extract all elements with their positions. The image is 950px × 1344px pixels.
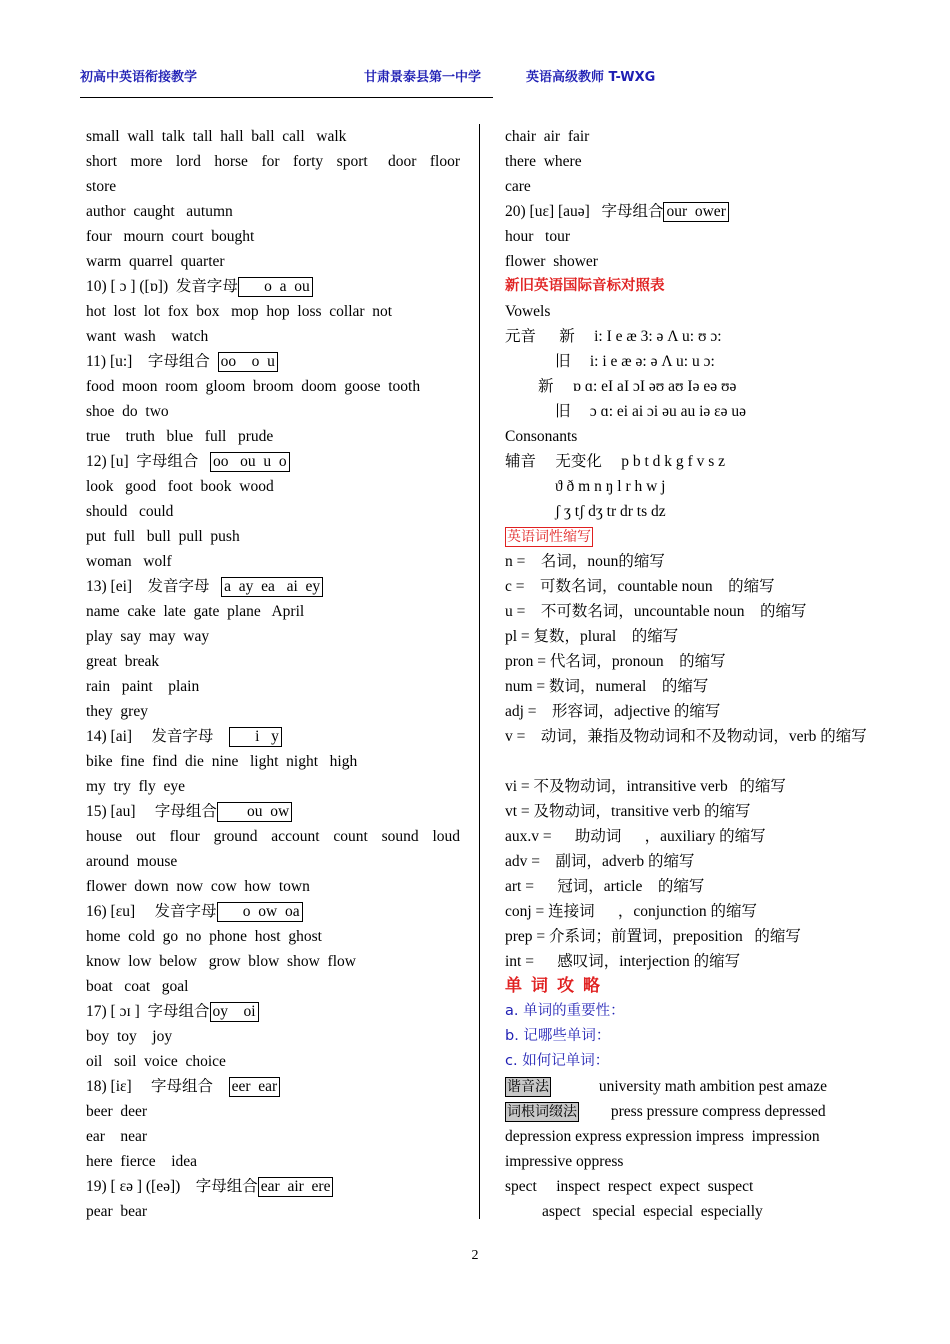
method-root-affix [505, 1099, 877, 1124]
phonics-line [86, 774, 460, 799]
phonics-line [86, 924, 460, 949]
phonics-text: store [86, 178, 117, 195]
phonics-text: home cold go no phone host ghost [86, 928, 322, 945]
phonics-line [86, 1124, 460, 1149]
abbreviation-text: pron = 代名词，pronoun 的缩写 [505, 653, 726, 670]
abbreviation-text: aux.v = 助动词 ，auxiliary 的缩写 [505, 828, 766, 845]
vowels-label: Vowels [505, 303, 551, 320]
consonant-row-text: ʃ ʒ tʃ dʒ tr dr ts dz [555, 503, 666, 520]
phonics-line [86, 649, 460, 674]
phonics-text: 20) [uɛ] [auə] 字母组合 [505, 203, 664, 220]
right-column [505, 124, 877, 1224]
phonics-text: 18) [iɛ] 字母组合 [86, 1078, 229, 1095]
phonics-line [86, 699, 460, 724]
phonics-line [86, 499, 460, 524]
abbreviation-list [505, 549, 877, 974]
right-top-lines [505, 124, 877, 274]
phonics-line [86, 599, 460, 624]
abbreviation-line [505, 674, 877, 699]
phonics-line [86, 724, 460, 749]
phonics-text: 10) [ ɔ ] ([ɒ]) 发音字母 [86, 278, 238, 295]
method-homophone [505, 1074, 877, 1099]
phonics-text: around mouse [86, 853, 178, 870]
method-label-homophone: 谐音法 [507, 1079, 549, 1095]
abbreviation-line [505, 549, 877, 574]
phonics-line [86, 424, 460, 449]
phonics-text: name cake late gate plane April [86, 603, 305, 620]
abbreviation-text: vt = 及物动词，transitive verb 的缩写 [505, 803, 751, 820]
word-example-text: spect inspect respect expect suspect [505, 1178, 754, 1195]
phonics-text: chair air fair [505, 128, 590, 145]
phonics-line [86, 874, 460, 899]
abbreviation-text: int = 感叹词，interjection 的缩写 [505, 953, 741, 970]
abbreviation-text: v = 动词，兼指及物动词和不及物动词，verb 的缩写 [505, 728, 867, 745]
abbreviation-text: vi = 不及物动词，intransitive verb 的缩写 [505, 778, 786, 795]
phonics-text: my try fly eye [86, 778, 186, 795]
abbreviation-line [505, 799, 877, 824]
phonics-line [86, 999, 460, 1024]
phonics-line [86, 524, 460, 549]
phonics-text: hour tour [505, 228, 571, 245]
strategy-item-c: c. 如何记单词： [505, 1053, 610, 1069]
vowel-row-text: 旧 i: i e æ ə: ə Λ u: u ɔ: [555, 353, 715, 370]
phonics-text: 16) [ɛu] 发音字母 [86, 903, 217, 920]
phonics-line [86, 324, 460, 349]
header-rule [80, 97, 493, 98]
phonics-text: put full bull pull push [86, 528, 240, 545]
letter-combination-box: i y [229, 727, 282, 747]
abbreviation-line [505, 774, 877, 799]
strategy-item-b: b. 记哪些单词： [505, 1028, 611, 1044]
phonics-text: 12) [u] 字母组合 [86, 453, 210, 470]
phonics-line [86, 574, 460, 599]
letter-combination-box: oo ou u o [210, 452, 290, 472]
phonics-line [505, 249, 877, 274]
word-example-lines [505, 1124, 877, 1224]
phonics-line [86, 1049, 460, 1074]
phonics-text: four mourn court bought [86, 228, 255, 245]
abbreviation-line [505, 824, 877, 849]
vowel-row-line [505, 349, 877, 374]
phonics-line [86, 449, 460, 474]
vowel-row-text: 旧 ɔ ɑ: ei ai ɔi əu au iə ɛə uə [555, 403, 747, 420]
phonics-line [505, 124, 877, 149]
phonics-line [86, 624, 460, 649]
phonics-text: food moon room gloom broom doom goose tooth [86, 378, 421, 395]
word-example-line [505, 1174, 877, 1199]
phonics-text: should could [86, 503, 174, 520]
abbreviation-text: pl = 复数，plural 的缩写 [505, 628, 679, 645]
phonics-text: here fierce idea [86, 1153, 198, 1170]
phonics-line [86, 674, 460, 699]
phonics-text: want wash watch [86, 328, 209, 345]
letter-combination-box: our ower [663, 202, 728, 222]
page-header [80, 66, 700, 86]
abbreviation-text: c = 可数名词，countable noun 的缩写 [505, 578, 775, 595]
phonics-text: boat coat goal [86, 978, 189, 995]
phonics-line [86, 124, 460, 149]
phonics-line [86, 299, 460, 324]
phonics-text: there where [505, 153, 582, 170]
vowel-row-text: 元音 新 i: I e æ 3: ə Λ u: ʊ ɔ: [505, 328, 722, 345]
phonics-text: care [505, 178, 531, 195]
abbreviation-line [505, 649, 877, 674]
phonics-line [86, 799, 460, 824]
vowels-rows [505, 324, 877, 424]
phonics-text: 15) [au] 字母组合 [86, 803, 217, 820]
abbreviation-line [505, 874, 877, 899]
phonics-text: shoe do two [86, 403, 169, 420]
phonics-text: true truth blue full prude [86, 428, 274, 445]
abbreviation-line [505, 624, 877, 649]
phonics-line [86, 974, 460, 999]
abbreviation-text: prep = 介系词；前置词，preposition 的缩写 [505, 928, 801, 945]
phonics-text: flower down now cow how town [86, 878, 310, 895]
phonics-line [86, 399, 460, 424]
header-course: 初高中英语衔接教学 [80, 70, 198, 85]
word-example-text: impressive oppress [505, 1153, 624, 1170]
abbreviation-line [505, 949, 877, 974]
header-school: 甘肃景泰县第一中学 [364, 70, 482, 85]
abbreviation-line [505, 699, 877, 724]
left-column [86, 124, 460, 1224]
abbreviation-text: conj = 连接词 ，conjunction 的缩写 [505, 903, 757, 920]
phonics-line [86, 1149, 460, 1174]
letter-combination-box: eer ear [229, 1077, 281, 1097]
vowel-row-line [505, 324, 877, 349]
page-number: 2 [471, 1248, 479, 1263]
consonants-label: Consonants [505, 428, 578, 445]
phonics-text: house out flour ground account count sound loud [86, 828, 460, 845]
phonics-text: short more lord horse for forty sport door floor [86, 153, 460, 170]
phonics-text: small wall talk tall hall ball call walk [86, 128, 347, 145]
abbreviation-text: n = 名词，noun的缩写 [505, 553, 665, 570]
phonics-line [86, 849, 460, 874]
phonics-text: play say may way [86, 628, 210, 645]
abbreviation-line [505, 849, 877, 874]
word-example-line [505, 1149, 877, 1174]
letter-combination-box: a ay ea ai ey [221, 577, 323, 597]
phonics-line [86, 199, 460, 224]
phonics-text: bike fine find die nine light night high [86, 753, 358, 770]
vowel-row-line [505, 374, 877, 399]
phonics-line [86, 1199, 460, 1224]
phonics-line [505, 149, 877, 174]
phonics-line [86, 1099, 460, 1124]
phonics-line [86, 1074, 460, 1099]
phonics-line [505, 199, 877, 224]
abbreviation-text: num = 数词，numeral 的缩写 [505, 678, 709, 695]
header-author: 英语高级教师 T-WXG [526, 70, 656, 85]
letter-combination-box: o a ou [238, 277, 313, 297]
phonics-line [86, 549, 460, 574]
phonics-line [86, 274, 460, 299]
phonics-text: flower shower [505, 253, 598, 270]
method-label-root-affix: 词根词缀法 [507, 1104, 577, 1120]
phonics-line [86, 824, 460, 849]
consonant-row-line [505, 499, 877, 524]
phonics-line [86, 174, 460, 199]
consonant-row-text: 辅音 无变化 p b t d k g f v s z [505, 453, 726, 470]
letter-combination-box: o ow oa [217, 902, 303, 922]
phonics-text: oil soil voice choice [86, 1053, 226, 1070]
vowel-row-text: 新 ɒ ɑ: eI aI ɔI əʊ aʊ Iə eə ʊə [538, 378, 737, 395]
column-divider [479, 124, 480, 1219]
word-example-text: depression express expression impress impression [505, 1128, 820, 1145]
abbreviation-line [505, 899, 877, 924]
phonics-line [86, 374, 460, 399]
abbreviation-text: u = 不可数名词，uncountable noun 的缩写 [505, 603, 807, 620]
consonant-row-line [505, 474, 877, 499]
phonics-line [86, 474, 460, 499]
phonics-text: hot lost lot fox box mop hop loss collar not [86, 303, 393, 320]
abbreviation-line [505, 724, 877, 774]
letter-combination-box: ear air ere [258, 1177, 334, 1197]
phonetic-table-title: 新旧英语国际音标对照表 [505, 278, 665, 294]
abbreviation-line [505, 574, 877, 599]
abbreviation-line [505, 924, 877, 949]
phonics-text: 19) [ ɛə ] ([eə]) 字母组合 [86, 1178, 258, 1195]
phonics-text: rain paint plain [86, 678, 200, 695]
phonics-text: author caught autumn [86, 203, 233, 220]
abbreviation-line [505, 599, 877, 624]
phonics-text: boy toy joy [86, 1028, 173, 1045]
abbreviation-text: adv = 副词，adverb 的缩写 [505, 853, 695, 870]
word-example-text: aspect special especial especially [542, 1203, 763, 1220]
letter-combination-box: oo o u [218, 352, 278, 372]
phonics-line [86, 749, 460, 774]
phonics-line [86, 149, 460, 174]
phonics-text: beer deer [86, 1103, 148, 1120]
phonics-text: ear near [86, 1128, 148, 1145]
phonics-line [86, 899, 460, 924]
phonics-line [505, 174, 877, 199]
phonics-text: woman wolf [86, 553, 172, 570]
abbreviation-text: adj = 形容词，adjective 的缩写 [505, 703, 721, 720]
word-example-line [505, 1199, 877, 1224]
phonics-text: look good foot book wood [86, 478, 274, 495]
abbreviation-title: 英语词性缩写 [507, 529, 591, 545]
letter-combination-box: oy oi [210, 1002, 259, 1022]
phonics-line [86, 349, 460, 374]
phonics-text: know low below grow blow show flow [86, 953, 356, 970]
phonics-line [86, 1024, 460, 1049]
phonics-text: pear bear [86, 1203, 148, 1220]
consonants-rows [505, 449, 877, 524]
phonics-text: they grey [86, 703, 148, 720]
vowel-row-line [505, 399, 877, 424]
word-example-line [505, 1124, 877, 1149]
phonics-text: 14) [ai] 发音字母 [86, 728, 229, 745]
letter-combination-box: ou ow [217, 802, 292, 822]
abbreviation-text: art = 冠词，article 的缩写 [505, 878, 705, 895]
strategy-title: 单词攻略 [505, 976, 609, 996]
phonics-text: great break [86, 653, 160, 670]
consonant-row-line [505, 449, 877, 474]
phonics-line [86, 224, 460, 249]
method-words-homophone: university math ambition pest amaze [598, 1078, 828, 1095]
method-words-root-affix: press pressure compress depressed [610, 1103, 826, 1120]
phonics-line [86, 1174, 460, 1199]
phonics-line [505, 224, 877, 249]
consonant-row-text: ϑ ð m n ŋ l r h w j [555, 478, 666, 495]
strategy-item-a: a. 单词的重要性： [505, 1003, 625, 1019]
phonics-text: 17) [ ɔɪ ] 字母组合 [86, 1003, 210, 1020]
phonics-text: 13) [ei] 发音字母 [86, 578, 222, 595]
phonics-text: 11) [u:] 字母组合 [86, 353, 218, 370]
phonics-text: warm quarrel quarter [86, 253, 225, 270]
phonics-line [86, 949, 460, 974]
phonics-line [86, 249, 460, 274]
